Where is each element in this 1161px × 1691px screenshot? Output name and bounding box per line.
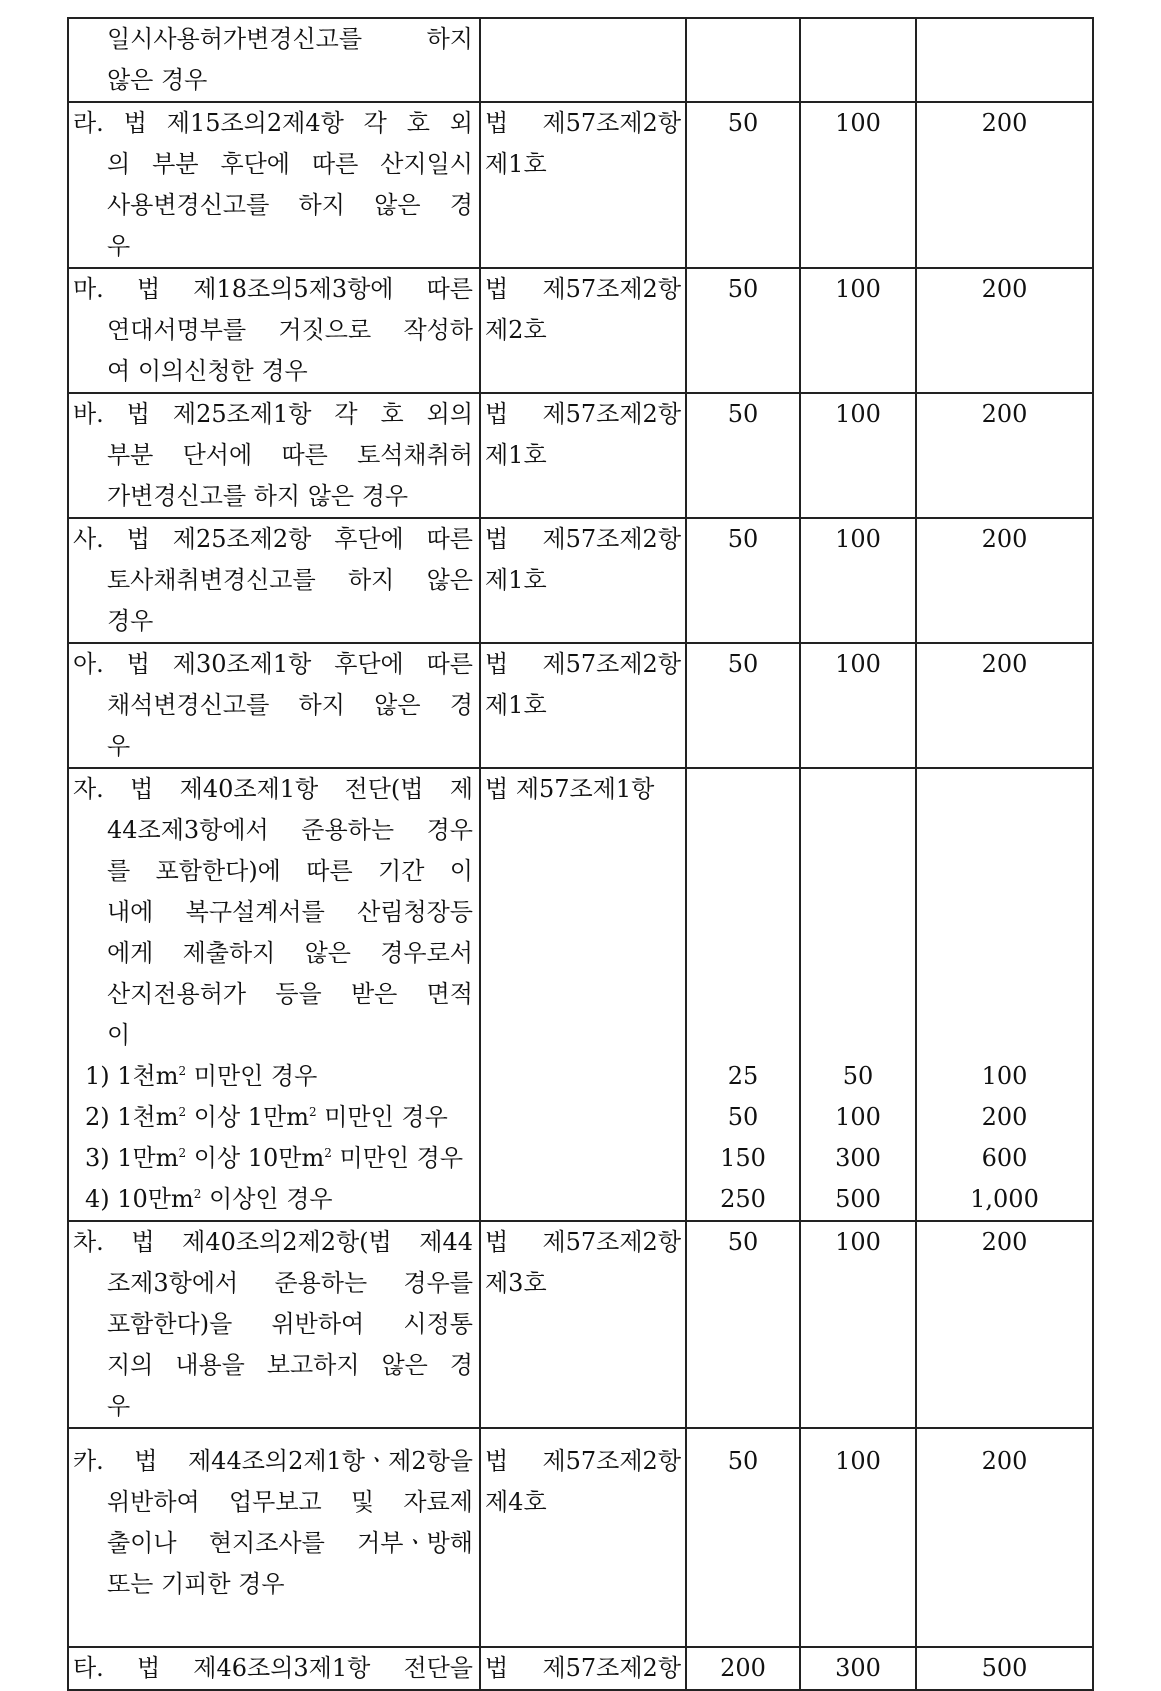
fine-third-value: 500 bbox=[981, 1654, 1028, 1682]
legal-basis-line: 법 제57조제2항 bbox=[485, 109, 681, 137]
violation-cell bbox=[68, 518, 480, 643]
fine-third-value: 200 bbox=[981, 1447, 1028, 1475]
table-row bbox=[68, 768, 1093, 1221]
fine-second-cell bbox=[800, 18, 916, 102]
fine-first-cell bbox=[686, 102, 800, 268]
table-row bbox=[68, 1647, 1093, 1690]
violation-text-line: 조제3항에서 준용하는 경우를 bbox=[107, 1269, 473, 1297]
table-row bbox=[68, 268, 1093, 393]
legal-basis-cell bbox=[480, 1221, 686, 1428]
fine-third-cell bbox=[916, 1221, 1093, 1428]
legal-basis-line: 법 제57조제2항 bbox=[485, 1228, 681, 1256]
fine-first-value: 25 bbox=[727, 1062, 759, 1090]
fine-first-value: 50 bbox=[727, 400, 759, 428]
fine-third-cell bbox=[916, 518, 1093, 643]
violation-text-line: 산지전용허가 등을 받은 면적 bbox=[107, 980, 473, 1008]
fine-second-cell bbox=[800, 268, 916, 393]
fine-second-value: 100 bbox=[835, 1447, 881, 1475]
fine-second-cell bbox=[800, 102, 916, 268]
area-sub-item: 4) 10만$m^2$ 이상인 경우 bbox=[85, 1185, 333, 1213]
legal-basis-cell bbox=[480, 1428, 686, 1647]
violation-text-line: 내에 복구설계서를 산림청장등 bbox=[107, 898, 473, 926]
violation-cell bbox=[68, 643, 480, 768]
fine-first-cell bbox=[686, 518, 800, 643]
fine-third-value: 200 bbox=[981, 525, 1028, 553]
fine-first-value: 50 bbox=[727, 275, 759, 303]
violation-text-line: 이 bbox=[107, 1021, 131, 1049]
fine-first-value: 200 bbox=[720, 1654, 766, 1682]
violation-text-line: 사용변경신고를 하지 않은 경 bbox=[107, 191, 473, 219]
fine-third-value: 200 bbox=[981, 400, 1028, 428]
violation-text-line: 차. 법 제40조의2제2항(법 제44 bbox=[73, 1228, 473, 1256]
violation-text-line: 지의 내용을 보고하지 않은 경 bbox=[107, 1351, 473, 1379]
violation-cell bbox=[68, 1647, 480, 1690]
legal-basis-line: 제1호 bbox=[485, 441, 547, 469]
violation-text-line: 가변경신고를 하지 않은 경우 bbox=[107, 482, 409, 510]
fine-first-value: 50 bbox=[727, 525, 759, 553]
legal-basis-line: 제1호 bbox=[485, 691, 547, 719]
violation-text-line: 일시사용허가변경신고를 하지 bbox=[107, 25, 473, 53]
violation-text-line: 라. 법 제15조의2제4항 각 호 외 bbox=[73, 109, 473, 137]
fine-third-value: 600 bbox=[981, 1144, 1028, 1172]
fine-first-value: 50 bbox=[727, 650, 759, 678]
violation-text-line: 사. 법 제25조제2항 후단에 따른 bbox=[73, 525, 473, 553]
violation-text-line: 여 이의신청한 경우 bbox=[107, 357, 308, 385]
violation-text-line: 우 bbox=[107, 232, 131, 260]
legal-basis-line: 법 제57조제1항 bbox=[485, 775, 655, 803]
legal-basis-line: 법 제57조제2항 bbox=[485, 650, 681, 678]
legal-basis-line: 법 제57조제2항 bbox=[485, 1654, 681, 1682]
fine-second-value: 300 bbox=[835, 1654, 881, 1682]
violation-cell bbox=[68, 102, 480, 268]
fine-third-cell bbox=[916, 102, 1093, 268]
legal-basis-line: 법 제57조제2항 bbox=[485, 400, 681, 428]
legal-basis-cell bbox=[480, 18, 686, 102]
legal-basis-cell bbox=[480, 643, 686, 768]
violation-cell bbox=[68, 1221, 480, 1428]
violation-text-line: 출이나 현지조사를 거부ㆍ방해 bbox=[107, 1529, 473, 1557]
fine-second-cell bbox=[800, 1428, 916, 1647]
fine-first-value: 50 bbox=[727, 1103, 759, 1131]
violation-text-line: 자. 법 제40조제1항 전단(법 제 bbox=[73, 775, 473, 803]
fine-second-value: 100 bbox=[835, 400, 881, 428]
fine-second-cell bbox=[800, 518, 916, 643]
violation-text-line: 44조제3항에서 준용하는 경우 bbox=[107, 816, 473, 844]
violation-text-line: 우 bbox=[107, 1392, 131, 1420]
table-row bbox=[68, 18, 1093, 102]
area-sub-item: 3) 1만$m^2$ 이상 10만$m^2$ 미만인 경우 bbox=[85, 1144, 464, 1172]
fine-first-value: 50 bbox=[727, 1228, 759, 1256]
violation-text-line: 의 부분 후단에 따른 산지일시 bbox=[107, 150, 473, 178]
violation-text-line: 또는 기피한 경우 bbox=[107, 1570, 285, 1598]
table-row bbox=[68, 102, 1093, 268]
fine-third-cell bbox=[916, 643, 1093, 768]
legal-basis-line: 법 제57조제2항 bbox=[485, 1447, 681, 1475]
penalty-fine-table bbox=[67, 17, 1094, 1691]
fine-first-cell bbox=[686, 393, 800, 518]
violation-text-line: 부분 단서에 따른 토석채취허 bbox=[107, 441, 473, 469]
violation-cell bbox=[68, 1428, 480, 1647]
fine-second-cell bbox=[800, 393, 916, 518]
fine-third-cell bbox=[916, 268, 1093, 393]
fine-first-cell bbox=[686, 643, 800, 768]
fine-third-value: 200 bbox=[981, 1228, 1028, 1256]
table-row bbox=[68, 1221, 1093, 1428]
fine-third-cell bbox=[916, 1428, 1093, 1647]
table-row bbox=[68, 643, 1093, 768]
fine-third-value: 200 bbox=[981, 1103, 1028, 1131]
violation-text-line: 위반하여 업무보고 및 자료제 bbox=[107, 1488, 473, 1516]
legal-basis-cell bbox=[480, 518, 686, 643]
fine-first-cell bbox=[686, 1221, 800, 1428]
violation-text-line: 에게 제출하지 않은 경우로서 bbox=[107, 939, 473, 967]
fine-second-cell bbox=[800, 1221, 916, 1428]
legal-basis-line: 제1호 bbox=[485, 566, 547, 594]
legal-basis-line: 제2호 bbox=[485, 316, 547, 344]
legal-basis-cell bbox=[480, 102, 686, 268]
fine-second-value: 100 bbox=[835, 1103, 881, 1131]
fine-third-value: 200 bbox=[981, 650, 1028, 678]
area-sub-item: 2) 1천$m^2$ 이상 1만$m^2$ 미만인 경우 bbox=[85, 1103, 448, 1131]
violation-text-line: 마. 법 제18조의5제3항에 따른 bbox=[73, 275, 473, 303]
fine-third-cell bbox=[916, 18, 1093, 102]
fine-first-value: 50 bbox=[727, 1447, 759, 1475]
table-row bbox=[68, 1428, 1093, 1647]
violation-cell bbox=[68, 268, 480, 393]
violation-text-line: 포함한다)을 위반하여 시정통 bbox=[107, 1310, 473, 1338]
violation-cell bbox=[68, 393, 480, 518]
violation-text-line: 타. 법 제46조의3제1항 전단을 bbox=[73, 1654, 473, 1682]
table-row bbox=[68, 518, 1093, 643]
legal-basis-cell bbox=[480, 268, 686, 393]
violation-text-line: 아. 법 제30조제1항 후단에 따른 bbox=[73, 650, 473, 678]
fine-third-value: 200 bbox=[981, 109, 1028, 137]
violation-text-line: 카. 법 제44조의2제1항ㆍ제2항을 bbox=[73, 1447, 473, 1475]
fine-third-cell bbox=[916, 768, 1093, 1221]
table-row bbox=[68, 393, 1093, 518]
legal-basis-line: 제4호 bbox=[485, 1488, 547, 1516]
area-sub-item: 1) 1천$m^2$ 미만인 경우 bbox=[85, 1062, 318, 1090]
fine-second-value: 100 bbox=[835, 1228, 881, 1256]
violation-text-line: 우 bbox=[107, 732, 131, 760]
violation-cell bbox=[68, 768, 480, 1221]
legal-basis-line: 법 제57조제2항 bbox=[485, 275, 681, 303]
violation-text-line: 를 포함한다)에 따른 기간 이 bbox=[107, 857, 473, 885]
legal-basis-line: 제1호 bbox=[485, 150, 547, 178]
violation-text-line: 바. 법 제25조제1항 각 호 외의 bbox=[73, 400, 473, 428]
fine-first-value: 150 bbox=[720, 1144, 766, 1172]
fine-second-value: 50 bbox=[842, 1062, 874, 1090]
fine-third-cell bbox=[916, 1647, 1093, 1690]
fine-first-cell bbox=[686, 18, 800, 102]
fine-first-cell bbox=[686, 768, 800, 1221]
fine-second-cell bbox=[800, 643, 916, 768]
fine-third-value: 1,000 bbox=[970, 1185, 1039, 1213]
violation-text-line: 토사채취변경신고를 하지 않은 bbox=[107, 566, 473, 594]
fine-first-value: 50 bbox=[727, 109, 759, 137]
legal-basis-cell bbox=[480, 768, 686, 1221]
violation-cell bbox=[68, 18, 480, 102]
fine-second-value: 100 bbox=[835, 109, 881, 137]
fine-first-cell bbox=[686, 268, 800, 393]
legal-basis-line: 법 제57조제2항 bbox=[485, 525, 681, 553]
fine-second-value: 100 bbox=[835, 650, 881, 678]
fine-third-value: 200 bbox=[981, 275, 1028, 303]
fine-first-cell bbox=[686, 1647, 800, 1690]
violation-text-line: 경우 bbox=[107, 607, 154, 635]
fine-second-cell bbox=[800, 768, 916, 1221]
fine-second-value: 100 bbox=[835, 275, 881, 303]
fine-first-value: 250 bbox=[720, 1185, 766, 1213]
fine-second-cell bbox=[800, 1647, 916, 1690]
legal-basis-cell bbox=[480, 1647, 686, 1690]
fine-third-value: 100 bbox=[981, 1062, 1028, 1090]
fine-first-cell bbox=[686, 1428, 800, 1647]
legal-basis-cell bbox=[480, 393, 686, 518]
violation-text-line: 않은 경우 bbox=[107, 66, 208, 94]
fine-second-value: 100 bbox=[835, 525, 881, 553]
fine-second-value: 500 bbox=[835, 1185, 881, 1213]
fine-second-value: 300 bbox=[835, 1144, 881, 1172]
violation-text-line: 채석변경신고를 하지 않은 경 bbox=[107, 691, 473, 719]
legal-basis-line: 제3호 bbox=[485, 1269, 547, 1297]
violation-text-line: 연대서명부를 거짓으로 작성하 bbox=[107, 316, 473, 344]
fine-third-cell bbox=[916, 393, 1093, 518]
